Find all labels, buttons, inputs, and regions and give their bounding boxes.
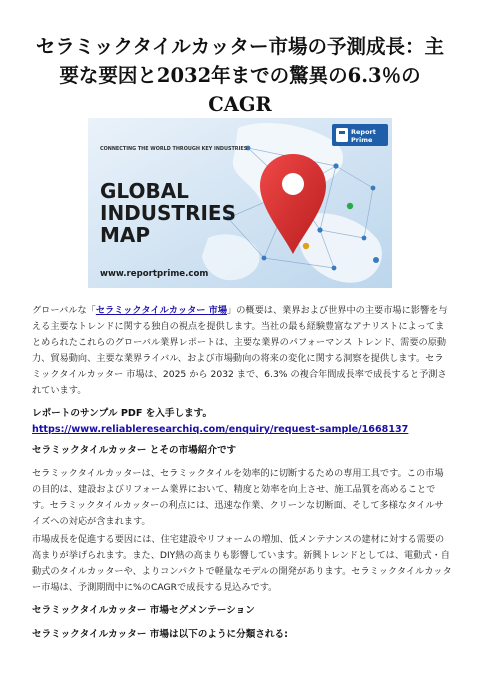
map-pin-small-green [347, 203, 353, 209]
hero-heading-line1: GLOBAL [100, 179, 189, 203]
map-pin-small-yellow [303, 243, 309, 249]
growth-factors-paragraph: 市場成長を促進する要因には、住宅建設やリフォームの増加、低メンテナンスの建材に対する需要の高まりが挙げられます。また、DIY熱の高まりも影響しています。新興トレンドとしては、電動式・自動式のタイルカッターや、よりコンパクトで軽量なモデルの開発があります。セラミックタイルカッター市場は、予測期間中に%のCAGRで成長する見込みです。 [32, 534, 452, 593]
page-title: セラミックタイルカッター市場の予測成長：主要な要因と2032年までの驚異の6.3％のCAGR [35, 35, 445, 116]
global-industries-map-illustration [88, 118, 392, 288]
sample-label: レポートのサンプル PDF を入手します。 [32, 408, 213, 419]
section-heading-segmentation: セラミックタイルカッター 市場セグメンテーション [32, 605, 255, 616]
sample-request [32, 406, 452, 438]
segmentation-subheading: セラミックタイルカッター 市場は以下のように分類される: [32, 629, 288, 640]
hero-heading-line2: INDUSTRIES [100, 201, 236, 225]
hero-heading-line3: MAP [100, 223, 151, 247]
report-prime-logo [332, 124, 388, 146]
hero-website: www.reportprime.com [100, 269, 209, 279]
hero-tagline: CONNECTING THE WORLD THROUGH KEY INDUSTRIES [100, 146, 248, 152]
svg-text:Prime: Prime [351, 136, 373, 144]
intro-paragraph: グローバルな「セラミックタイルカッター 市場」の概要は、業界および世界中の主要市場に影響を与える主要なトレンドに関する独自の視点を提供します。当社の最も経験豊富なアナリストによってまとめられたこれらのグローバル業界レポートは、主要な業界のパフォーマンス トレンド、需要の原動力、貿易動向、主要な業界ライバル、および市場動向の将来の変化に関する洞察を提供します。セラミックタイルカッター 市場は、2025 から 2032 まで、6.3% の複合年間成長率で成長すると予測されています。 [32, 305, 448, 396]
hero-image [88, 118, 392, 288]
map-pin-small-blue [373, 257, 379, 263]
sample-link[interactable]: https://www.reliableresearchiq.com/enquiry/request-sample/1668137 [32, 424, 409, 435]
svg-text:Report: Report [351, 128, 376, 136]
market-link[interactable]: セラミックタイルカッター 市場 [95, 305, 228, 316]
section-heading-intro: セラミックタイルカッター とその市場紹介です [32, 445, 237, 456]
intro-description-paragraph: セラミックタイルカッターは、セラミックタイルを効率的に切断するための専用工具です。この市場の目的は、建設およびリフォーム業界において、精度と効率を向上させ、施工品質を高めることです。セラミックタイルカッターの利点には、迅速な作業、クリーンな切断面、そして多様なタイルサイズへの対応が含まれます。 [32, 468, 444, 527]
